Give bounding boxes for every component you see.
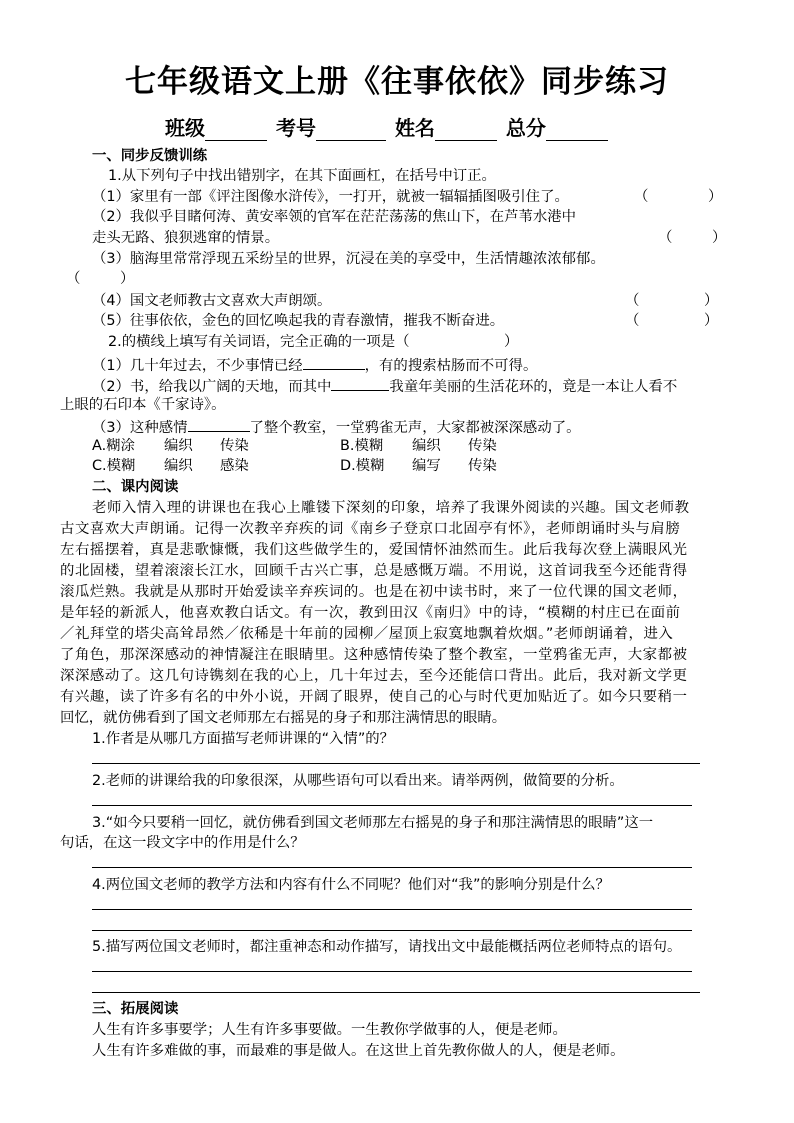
q1-item-4-paren-close: ） — [704, 293, 719, 309]
score-label: 总分 — [505, 116, 546, 140]
q1-item-2-cont: 走头无路、狼狈逃窜的情景。 — [92, 230, 280, 246]
option-c-2: 编织 — [164, 458, 193, 474]
reading-question-5: 5.描写两位国文老师时，都注重神态和动作描写，请找出文中最能概括两位老师特点的语句。 — [92, 939, 682, 955]
q2-item-1-pre: （1）几十年过去，不少事情已经 — [92, 358, 303, 374]
q2-item-1-post: ，有的搜索枯肠而不可得。 — [364, 358, 538, 374]
q1-item-1-paren-open: （ — [634, 189, 649, 205]
q2-paren-close: ） — [504, 334, 519, 350]
passage-line: 有兴趣，读了许多有名的中外小说，开阔了眼界，使自己的心与时代更加贴近了。如今只要稍一 — [60, 689, 688, 705]
q1-item-5-paren-close: ） — [704, 313, 719, 329]
page-title: 七年级语文上册《往事依依》同步练习 — [125, 64, 669, 100]
extended-reading-line: 人生有许多难做的事，而最难的事是做人。在这世上首先教你做人的人，便是老师。 — [92, 1043, 625, 1059]
reading-question-4: 4.两位国文老师的教学方法和内容有什么不同呢？他们对“我”的影响分别是什么？ — [92, 877, 610, 893]
answer-line[interactable] — [92, 930, 692, 931]
section3-heading: 三、拓展阅读 — [92, 1001, 179, 1017]
name-label: 姓名 — [394, 116, 435, 140]
score-blank[interactable] — [546, 120, 608, 141]
passage-line: 滚瓜烂熟。我就是从那时开始爱读辛弃疾词的。也是在初中读书时，来了一位代课的国文老师， — [60, 584, 688, 600]
q1-item-4: （4）国文老师教古文喜欢大声朗颂。 — [92, 293, 332, 309]
option-c-1: C.模糊 — [92, 458, 136, 474]
q2-item-2-pre: （2）书，给我以广阔的天地，而其中 — [92, 379, 332, 395]
reading-question-3: 3.“如今只要稍一回忆，就仿佛看到国文老师那左右摇晃的身子和那注满情思的眼睛”这一 — [92, 815, 654, 831]
q1-item-1: （1）家里有一部《评注图像水浒传》，一打开，就被一辐辐插图吸引住了。 — [92, 189, 569, 205]
q2-item-1 — [92, 353, 537, 376]
passage-line: 的北固楼，望着滚滚长江水，回顾千古兴亡事，总是感慨万端。不用说，这首词我至今还能背得 — [60, 563, 688, 579]
section1-heading: 一、同步反馈训练 — [92, 148, 208, 164]
number-blank[interactable] — [316, 120, 386, 141]
extended-reading-line: 人生有许多事要学；人生有许多事要做。一生教你学做事的人，便是老师。 — [92, 1022, 567, 1038]
q1-item-4-paren-open: （ — [625, 293, 640, 309]
answer-line[interactable] — [92, 867, 692, 868]
option-d[interactable] — [340, 456, 497, 476]
passage-line: 古文喜欢大声朗诵。记得一次教辛弃疾的词《南乡子登京口北固亭有怀》，老师朗诵时头与肩膀 — [60, 521, 681, 537]
reading-question-2: 2.老师的讲课给我的印象很深，从哪些语句可以看出来。请举两例，做简要的分析。 — [92, 773, 624, 789]
option-d-3: 传染 — [468, 458, 497, 474]
q2-item-3-blank[interactable] — [188, 415, 250, 432]
passage-line: 老师入情入理的讲课也在我心上雕镂下深刻的印象，培养了我课外阅读的兴趣。国文老师教 — [92, 500, 690, 516]
q2-item-1-blank[interactable] — [303, 353, 365, 370]
q1-item-2-paren-open: （ — [658, 230, 673, 246]
q1-item-1-paren-close: ） — [708, 189, 723, 205]
option-c-3: 感染 — [220, 458, 249, 474]
option-a-1: A.糊涂 — [92, 438, 135, 454]
q2-item-2-cont: 上眼的石印本《千家诗》。 — [60, 397, 226, 413]
passage-line: 是年轻的新派人，他喜欢教白话文。有一次，教到田汉《南归》中的诗，“模糊的村庄已在面前 — [60, 605, 681, 621]
passage-line: 左右摇摆着，真是悲歌慷慨，我们这些做学生的，爱国情怀油然而生。此后我每次登上满眼风光 — [60, 542, 688, 558]
student-info-row — [165, 112, 610, 141]
name-blank[interactable] — [435, 120, 497, 141]
q2-item-3-post: 了整个教室，一堂鸦雀无声，大家都被深深感动了。 — [249, 420, 581, 436]
answer-line[interactable] — [92, 909, 692, 910]
option-b-2: 编织 — [412, 438, 441, 454]
answer-line[interactable] — [92, 805, 692, 806]
q2-item-3-pre: （3）这种感情 — [92, 420, 188, 436]
section2-heading: 二、课内阅读 — [92, 479, 179, 495]
q1-item-2: （2）我似乎目睹何涛、黄安率领的官军在茫茫荡荡的焦山下，在芦苇水港中 — [92, 209, 577, 225]
q1-item-5-paren-open: （ — [625, 313, 640, 329]
option-b-3: 传染 — [468, 438, 497, 454]
option-b-1: B.模糊 — [340, 438, 384, 454]
passage-line: ／礼拜堂的塔尖高耸昂然／依稀是十年前的园柳／屋顶上寂寞地飘着炊烟。”老师朗诵着，进入 — [60, 626, 674, 642]
passage-line: 了角色，那深深感动的神情凝注在眼睛里。这种感情传染了整个教室，一堂鸦雀无声，大家都被 — [60, 647, 688, 663]
q2-item-2-post: 我童年美丽的生活花环的，竟是一本让人看不 — [389, 379, 678, 395]
q1-item-2-paren-close: ） — [712, 230, 727, 246]
answer-line[interactable] — [92, 971, 692, 972]
option-a-2: 编织 — [164, 438, 193, 454]
q1-item-3: （3）脑海里常常浮现五采纷呈的世界，沉浸在美的享受中，生活情趣浓浓郁郁。 — [92, 251, 605, 267]
number-label: 考号 — [275, 116, 316, 140]
question-1: 1.从下列句子中找出错别字，在其下面画杠，在括号中订正。 — [108, 168, 496, 184]
answer-line[interactable] — [92, 763, 700, 764]
option-d-2: 编写 — [412, 458, 441, 474]
passage-line: 深深感动了。这几句诗镌刻在我的心上，几十年过去，至今还能信口背出。此后，我对新文学更 — [60, 668, 688, 684]
option-b[interactable] — [340, 436, 497, 456]
reading-question-1: 1.作者是从哪几方面描写老师讲课的“入情”的？ — [92, 731, 395, 747]
class-blank[interactable] — [205, 120, 267, 141]
reading-question-3-cont: 句话，在这一段文字中的作用是什么？ — [60, 835, 305, 851]
option-a-3: 传染 — [220, 438, 249, 454]
q1-item-3-paren-open: （ — [66, 271, 81, 287]
q1-item-5: （5）往事依依，金色的回忆唤起我的青春激情，摧我不断奋进。 — [92, 313, 505, 329]
q2-item-2 — [92, 374, 677, 397]
answer-line[interactable] — [92, 992, 700, 993]
option-c[interactable] — [92, 456, 249, 476]
option-d-1: D.模糊 — [340, 458, 385, 474]
q1-item-3-paren-close: ） — [120, 271, 135, 287]
option-a[interactable] — [92, 436, 249, 456]
q2-item-3 — [92, 415, 581, 438]
question-2: 2.的横线上填写有关词语，完全正确的一项是（ — [108, 334, 410, 350]
q2-item-2-blank[interactable] — [331, 374, 389, 391]
class-label: 班级 — [165, 116, 205, 140]
passage-line: 回忆，就仿佛看到了国文老师那左右摇晃的身子和那注满情思的眼睛。 — [60, 710, 507, 726]
